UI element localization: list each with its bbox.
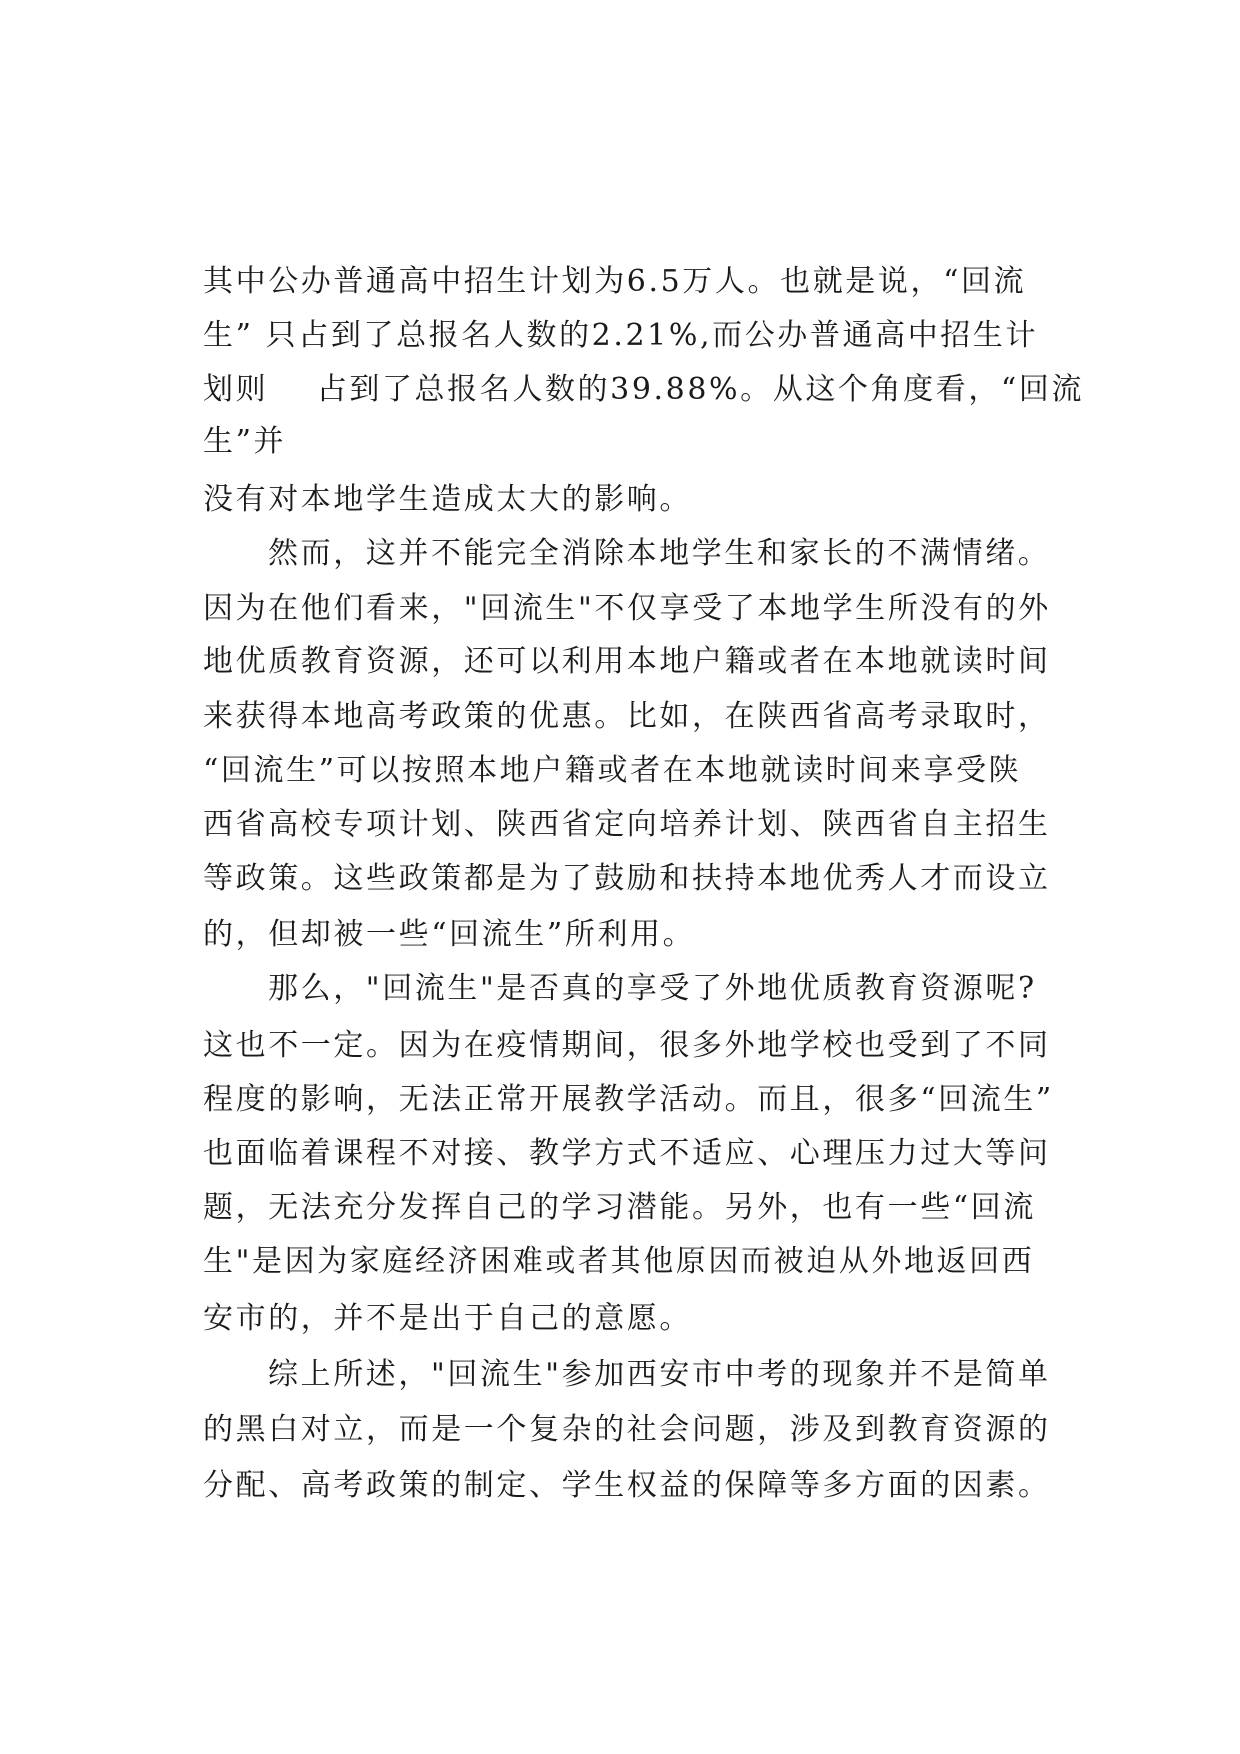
text-line-17: 也面临着课程不对接、教学方式不适应、心理压力过大等问: [203, 1136, 1051, 1171]
text-line-22: 的黑白对立，而是一个复杂的社会问题，涉及到教育资源的: [203, 1412, 1051, 1447]
text-line-15: 这也不一定。因为在疫情期间，很多外地学校也受到了不同: [203, 1028, 1051, 1063]
text-line-20: 安市的，并不是出于自己的意愿。: [203, 1301, 692, 1336]
text-line-5: 没有对本地学生造成太大的影响。: [203, 482, 692, 517]
text-line-13: 的，但却被一些“回流生”所利用。: [203, 917, 696, 952]
text-line-9: 来获得本地高考政策的优惠。比如，在陕西省高考录取时，: [203, 699, 1051, 734]
paragraph-start-line: 综上所述，"回流生"参加西安市中考的现象并不是简单: [268, 1357, 1051, 1392]
text-line-1: 其中公办普通高中招生计划为6.5万人。也就是说，“回流: [203, 264, 1027, 299]
text-line-23: 分配、高考政策的制定、学生权益的保障等多方面的因素。: [203, 1468, 1051, 1503]
text-line-10: “回流生”可以按照本地户籍或者在本地就读时间来享受陕: [203, 753, 1022, 788]
text-line-19: 生"是因为家庭经济困难或者其他原因而被迫从外地返回西: [203, 1244, 1035, 1279]
text-line-8: 地优质教育资源，还可以利用本地户籍或者在本地就读时间: [203, 644, 1051, 679]
text-line-2: 生” 只占到了总报名人数的2.21%,而公办普通高中招生计: [203, 318, 1039, 353]
text-line-12: 等政策。这些政策都是为了鼓励和扶持本地优秀人才而设立: [203, 861, 1051, 896]
text-line-18: 题，无法充分发挥自己的学习潜能。另外，也有一些“回流: [203, 1190, 1036, 1225]
text-line-7: 因为在他们看来，"回流生"不仅享受了本地学生所没有的外: [203, 591, 1051, 626]
text-line-11: 西省高校专项计划、陕西省定向培养计划、陕西省自主招生: [203, 807, 1051, 842]
paragraph-start-line: 那么，"回流生"是否真的享受了外地优质教育资源呢?: [268, 971, 1037, 1006]
text-line-4: 生”并: [203, 424, 287, 459]
paragraph-start-line: 然而，这并不能完全消除本地学生和家长的不满情绪。: [268, 536, 1051, 571]
text-line-16: 程度的影响，无法正常开展教学活动。而且，很多“回流生”: [203, 1082, 1054, 1117]
text-line-3: 划则 占到了总报名人数的39.88%。从这个角度看，“回流: [203, 372, 1085, 407]
